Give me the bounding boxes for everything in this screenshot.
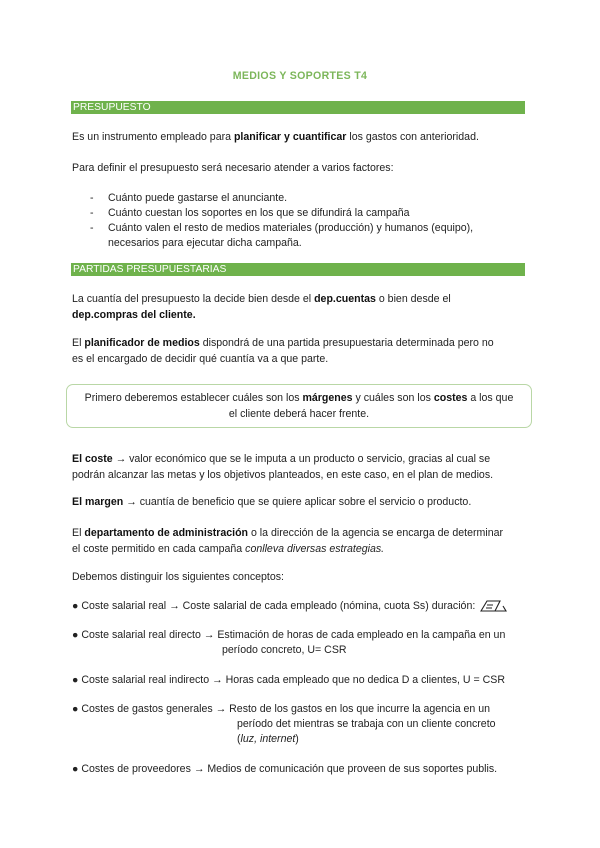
paragraph-coste: El coste → valor económico que se le imputa a un producto o servicio, gracias al cual se podrán alcanzar las metas y los objetivos planteados, en este caso, en el plan de medios.: [72, 453, 494, 481]
bullet-coste-salarial-indirecto: ● Coste salarial real indirecto → Horas cada empleado que no dedica D a clientes, U = CSR: [72, 674, 506, 686]
paragraph-cuantia: La cuantía del presupuesto la decide bien desde el dep.cuentas o bien desde el dep.compras del cliente.: [72, 293, 451, 321]
bullet-continuation: período concreto, U= CSR: [222, 644, 347, 656]
document-title: MEDIOS Y SOPORTES T4: [232, 70, 368, 82]
bullet-costes-proveedores: ● Costes de proveedores → Medios de comunicación que proveen de sus soportes publis.: [72, 763, 498, 775]
calendar-doodle-icon: [478, 599, 508, 613]
callout-box: Primero deberemos establecer cuáles son los márgenes y cuáles son los costes a los que el cliente deberá hacer frente.: [66, 384, 532, 428]
paragraph-definition: Es un instrumento empleado para planificar y cuantificar los gastos con anterioridad.: [72, 131, 479, 143]
bullet-continuation: período det mientras se trabaja con un cliente concreto: [237, 718, 496, 730]
bullet-costes-gastos-generales: ● Costes de gastos generales → Resto de los gastos en los que incurre la agencia en un: [72, 703, 491, 715]
paragraph-conceptos: Debemos distinguir los siguientes conceptos:: [72, 571, 284, 583]
paragraph-margen: El margen → cuantía de beneficio que se quiere aplicar sobre el servicio o producto.: [72, 496, 472, 508]
bullet-continuation: (luz, internet): [237, 733, 299, 745]
section-header-partidas: PARTIDAS PRESUPUESTARIAS: [71, 263, 525, 276]
bullet-coste-salarial-real: ● Coste salarial real → Coste salarial de cada empleado (nómina, cuota Ss) duración:: [72, 599, 537, 614]
paragraph-factors: Para definir el presupuesto será necesario atender a varios factores:: [72, 162, 394, 174]
paragraph-planificador: El planificador de medios dispondrá de una partida presupuestaria determinada pero no es el encargado de decidir qué cuantía va a que parte.: [72, 337, 494, 365]
section-header-presupuesto: PRESUPUESTO: [71, 101, 525, 114]
paragraph-administracion: El departamento de administración o la dirección de la agencia se encarga de determinar el coste permitido en cada campaña conlleva diversas estrategias.: [72, 527, 504, 555]
bullet-coste-salarial-directo: ● Coste salarial real directo → Estimación de horas de cada empleado en la campaña en un: [72, 629, 506, 641]
